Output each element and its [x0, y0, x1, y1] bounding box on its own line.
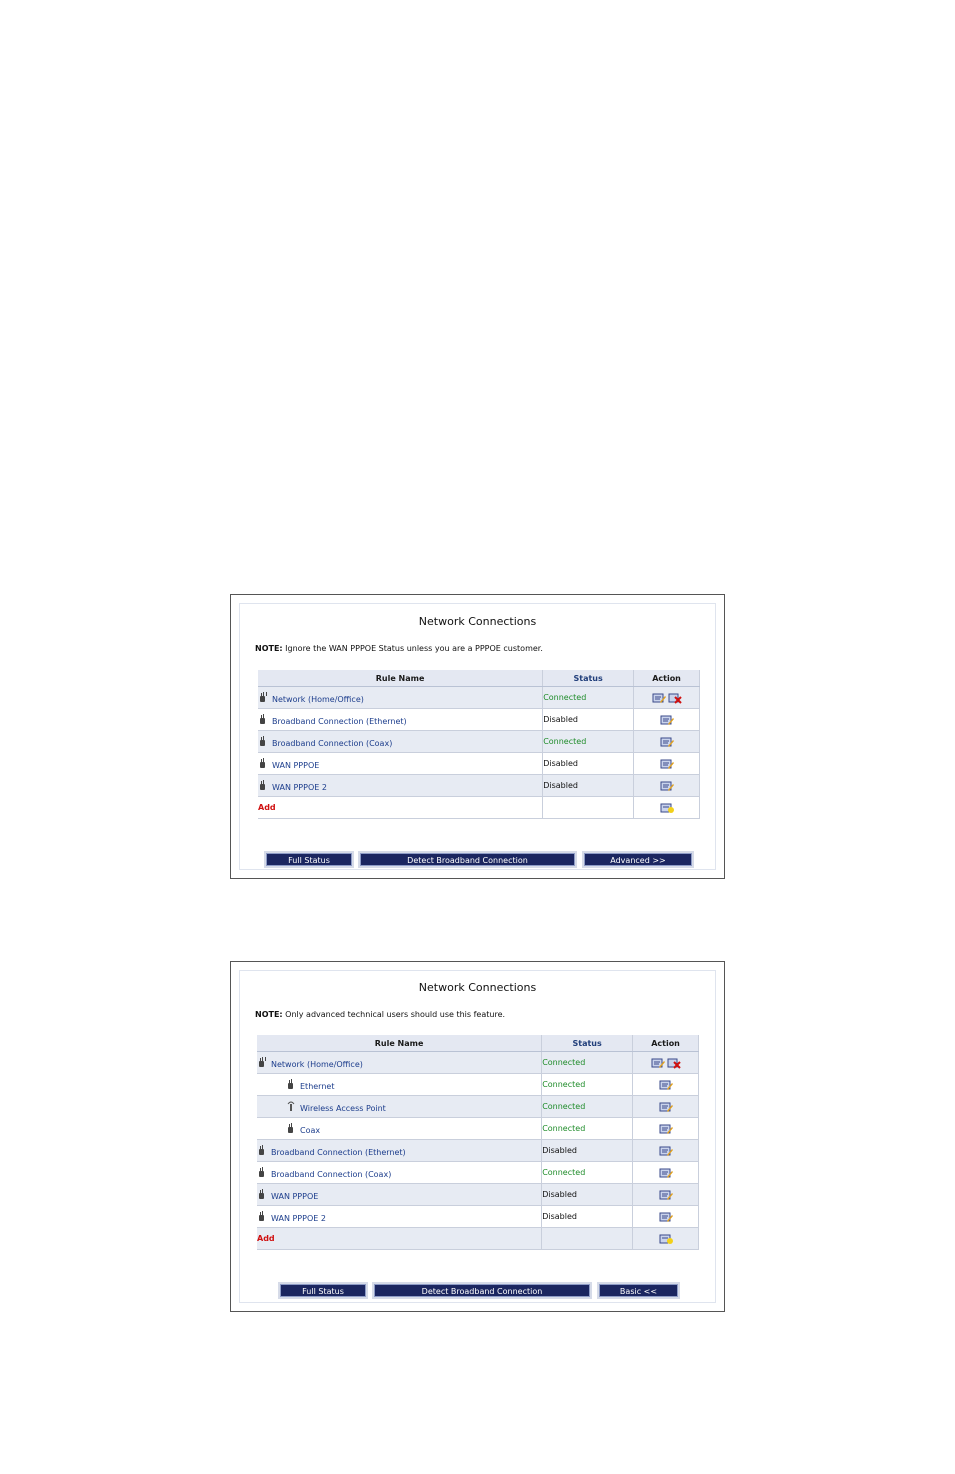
status-value: Connected: [542, 1052, 633, 1074]
table-row: [257, 1074, 699, 1096]
table-row: [257, 1052, 699, 1074]
table-row: [257, 1206, 699, 1228]
status-value: Disabled: [543, 753, 634, 775]
connections-table: [257, 1035, 699, 1250]
status-value: Connected: [542, 1074, 633, 1096]
table-row: [257, 1096, 699, 1118]
table-row: [258, 753, 700, 775]
detect-broadband-button[interactable]: Detect Broadband Connection: [374, 1284, 590, 1297]
network-connections-panel-basic: [230, 594, 725, 879]
edit-icon[interactable]: [659, 1101, 673, 1113]
page-title: Network Connections: [418, 615, 537, 628]
edit-icon[interactable]: [652, 692, 666, 704]
table-row: [258, 687, 700, 709]
rule-link[interactable]: Broadband Connection (Ethernet): [271, 1148, 406, 1157]
rule-link[interactable]: WAN PPPOE 2: [271, 1214, 326, 1223]
note-text: NOTE: Ignore the WAN PPPOE Status unless you are a PPPOE customer.: [255, 644, 543, 653]
network-plug-icon: [258, 735, 269, 747]
edit-icon[interactable]: [659, 1145, 673, 1157]
table-row: [257, 1140, 699, 1162]
rule-link[interactable]: WAN PPPOE: [272, 761, 320, 770]
add-new-icon[interactable]: [660, 802, 674, 814]
network-plug-icon: [286, 1122, 297, 1134]
status-value: Disabled: [542, 1206, 633, 1228]
network-plug-icon: [257, 1056, 268, 1068]
status-value: Connected: [542, 1096, 633, 1118]
column-header-rule-name: Rule Name: [257, 1035, 542, 1052]
table-row: [258, 731, 700, 753]
note-text: NOTE: Only advanced technical users should use this feature.: [255, 1010, 506, 1019]
column-header-rule-name: Rule Name: [258, 670, 543, 687]
table-row: [257, 1162, 699, 1184]
status-value: Connected: [542, 1162, 633, 1184]
rule-link[interactable]: Coax: [300, 1126, 321, 1135]
network-plug-icon: [258, 779, 269, 791]
edit-icon[interactable]: [660, 714, 674, 726]
rule-link[interactable]: Ethernet: [300, 1082, 335, 1091]
full-status-button[interactable]: Full Status: [280, 1284, 366, 1297]
wireless-antenna-icon: [286, 1100, 297, 1112]
table-row: [257, 1228, 699, 1250]
network-plug-icon: [258, 713, 269, 725]
delete-icon[interactable]: [667, 1057, 681, 1069]
advanced-button[interactable]: Advanced >>: [584, 853, 692, 866]
network-plug-icon: [257, 1188, 268, 1200]
edit-icon[interactable]: [659, 1211, 673, 1223]
column-header-action: Action: [634, 670, 700, 687]
network-plug-icon: [286, 1078, 297, 1090]
status-value: Connected: [543, 731, 634, 753]
status-value: Disabled: [542, 1184, 633, 1206]
column-header-status: Status: [543, 670, 634, 687]
network-plug-icon: [257, 1210, 268, 1222]
add-new-icon[interactable]: [659, 1233, 673, 1245]
status-value: Disabled: [542, 1140, 633, 1162]
page-title: Network Connections: [418, 981, 537, 994]
status-value: Disabled: [543, 709, 634, 731]
edit-icon[interactable]: [659, 1123, 673, 1135]
delete-icon[interactable]: [668, 692, 682, 704]
add-rule-link[interactable]: Add: [258, 803, 276, 812]
table-row: [258, 775, 700, 797]
add-rule-link[interactable]: Add: [257, 1234, 275, 1243]
edit-icon[interactable]: [651, 1057, 665, 1069]
connections-table: [258, 670, 700, 819]
edit-icon[interactable]: [660, 736, 674, 748]
status-value: Connected: [542, 1118, 633, 1140]
full-status-button[interactable]: Full Status: [266, 853, 352, 866]
network-plug-icon: [257, 1166, 268, 1178]
panel-frame: [239, 970, 716, 1303]
rule-link[interactable]: WAN PPPOE 2: [272, 783, 327, 792]
rule-link[interactable]: Broadband Connection (Coax): [271, 1170, 392, 1179]
rule-link[interactable]: Network (Home/Office): [272, 695, 364, 704]
rule-link[interactable]: Broadband Connection (Coax): [272, 739, 393, 748]
network-plug-icon: [257, 1144, 268, 1156]
status-value: Disabled: [543, 775, 634, 797]
table-row: [257, 1118, 699, 1140]
basic-button[interactable]: Basic <<: [599, 1284, 678, 1297]
rule-link[interactable]: Network (Home/Office): [271, 1060, 363, 1069]
rule-link[interactable]: Wireless Access Point: [300, 1104, 386, 1113]
edit-icon[interactable]: [660, 758, 674, 770]
status-value: Connected: [543, 687, 634, 709]
edit-icon[interactable]: [660, 780, 674, 792]
table-row: [258, 797, 700, 819]
detect-broadband-button[interactable]: Detect Broadband Connection: [360, 853, 575, 866]
rule-link[interactable]: WAN PPPOE: [271, 1192, 319, 1201]
network-plug-icon: [258, 757, 269, 769]
column-header-action: Action: [633, 1035, 699, 1052]
edit-icon[interactable]: [659, 1189, 673, 1201]
edit-icon[interactable]: [659, 1079, 673, 1091]
edit-icon[interactable]: [659, 1167, 673, 1179]
table-row: [258, 709, 700, 731]
network-plug-icon: [258, 691, 269, 703]
column-header-status: Status: [542, 1035, 633, 1052]
panel-frame: [239, 603, 716, 870]
rule-link[interactable]: Broadband Connection (Ethernet): [272, 717, 407, 726]
network-connections-panel-advanced: [230, 961, 725, 1312]
table-row: [257, 1184, 699, 1206]
